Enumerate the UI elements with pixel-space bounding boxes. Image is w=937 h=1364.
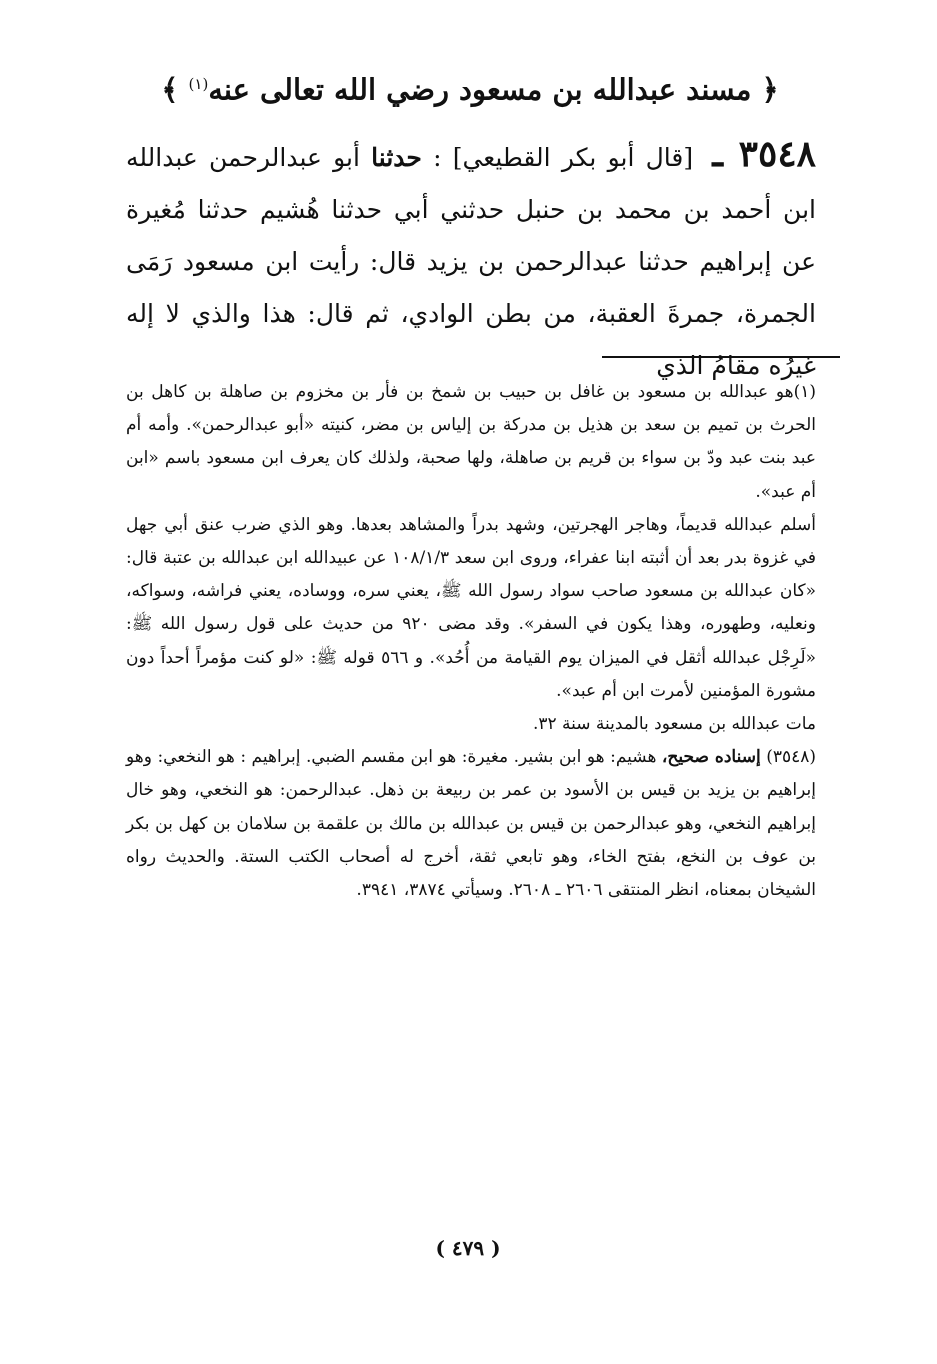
heading-title: مسند عبدالله بن مسعود رضي الله تعالى عنه bbox=[208, 72, 752, 107]
heading-footnote-ref: (١) bbox=[188, 75, 209, 93]
hadith-text bbox=[126, 128, 816, 392]
hadith-haddathana: حدثنا bbox=[371, 143, 422, 172]
footnote-1-death bbox=[126, 708, 816, 741]
footnote-text: أسلم عبدالله قديماً، وهاجر الهجرتين، وشهد بدراً والمشاهد بعدها. وهو الذي ضرب عنق أبي جهل في غزوة بدر بعد أن أثبته ابنا عفراء، وروى ابن سعد ١٠٨/١/٣ عن عبيدالله ابن عبدالله بن عتبة قال: «كان عبدالله بن مسعود صاحب سواد رسول الله ﷺ، يعني سره، ووساده، يعني فراشه، وسواكه، ونعليه، وطهوره، وهذا يكون في السفر». وقد مضى ٩٢٠ من حديث على قول رسول الله ﷺ: «لَرِجْل عبدالله أثقل في الميزان يوم القيامة من أُحُد». و ٥٦٦ قوله ﷺ: «لو كنت مؤمراً أحداً دون مشورة المؤمنين لأمرت ابن أم عبد». bbox=[126, 514, 817, 701]
heading-open-bracket: ﴿ bbox=[761, 72, 779, 107]
footnote-marker: (١) bbox=[793, 382, 816, 402]
footnote-marker: (٣٥٤٨) bbox=[766, 747, 817, 768]
hadith-number: ٣٥٤٨ ـ bbox=[712, 133, 817, 175]
isnad-grade: إسناده صحيح، bbox=[661, 747, 761, 768]
footnote-text: هو عبدالله بن مسعود بن غافل بن حبيب بن شمخ بن فأر بن مخزوم بن صاهلة بن كاهل بن الحرث بن تميم بن سعد بن هذيل بن مدركة بن إلياس بن مضر، كنيته «أبو عبدالرحمن». وأمه أم عبد بنت عبد ودّ بن سواء بن قريم بن صاهلة، ولها صحبة، ولذلك كان يعرف ابن مسعود باسم «ابن أم عبد». bbox=[126, 382, 816, 502]
footnotes bbox=[126, 376, 816, 907]
footnote-text: هشيم: هو ابن بشير. مغيرة: هو ابن مقسم الضبي. إبراهيم : هو النخعي: وهو إبراهيم بن يزيد بن قيس بن الأسود بن عمر بن ربيعة بن ذهل. عبدالرحمن: هو النخعي، وهو خال إبراهيم النخعي، وهو عبدالرحمن بن قيس بن عبدالله بن مالك بن علقمة بن سلامان بن كهل بن بكر بن عوف بن النخع، بفتح الخاء، وهو تابعي ثقة، أخرج له أصحاب الكتب الستة. والحديث رواه الشيخان بمعناه، انظر المنتقى ٢٦٠٦ ـ ٢٦٠٨. وسيأتي ٣٨٧٤، ٣٩٤١. bbox=[126, 747, 816, 901]
page-number: ( ٤٧٩ ) bbox=[435, 1236, 501, 1260]
heading-close-bracket: ﴾ bbox=[161, 72, 179, 107]
footnote-separator bbox=[602, 356, 840, 358]
footnote-text: مات عبدالله بن مسعود بالمدينة سنة ٣٢. bbox=[532, 714, 816, 735]
footnote-1 bbox=[126, 376, 816, 509]
footnote-1-continued bbox=[126, 509, 816, 708]
musnad-heading bbox=[140, 62, 800, 112]
footnote-3548 bbox=[126, 741, 816, 907]
hadith-narrator-bracket: [قال أبو بكر القطيعي] : bbox=[433, 143, 694, 172]
hadith-body: أبو عبدالرحمن عبدالله ابن أحمد بن محمد بن حنبل حدثني أبي حدثنا هُشيم حدثنا مُغيرة عن إبراهيم حدثنا عبدالرحمن بن يزيد قال: رأيت ابن مسعود رَمَى الجمرة، جمرةَ العقبة، من بطن الوادي، ثم قال: هذا والذي لا إله غيرُه مقامُ الذي bbox=[126, 143, 816, 380]
